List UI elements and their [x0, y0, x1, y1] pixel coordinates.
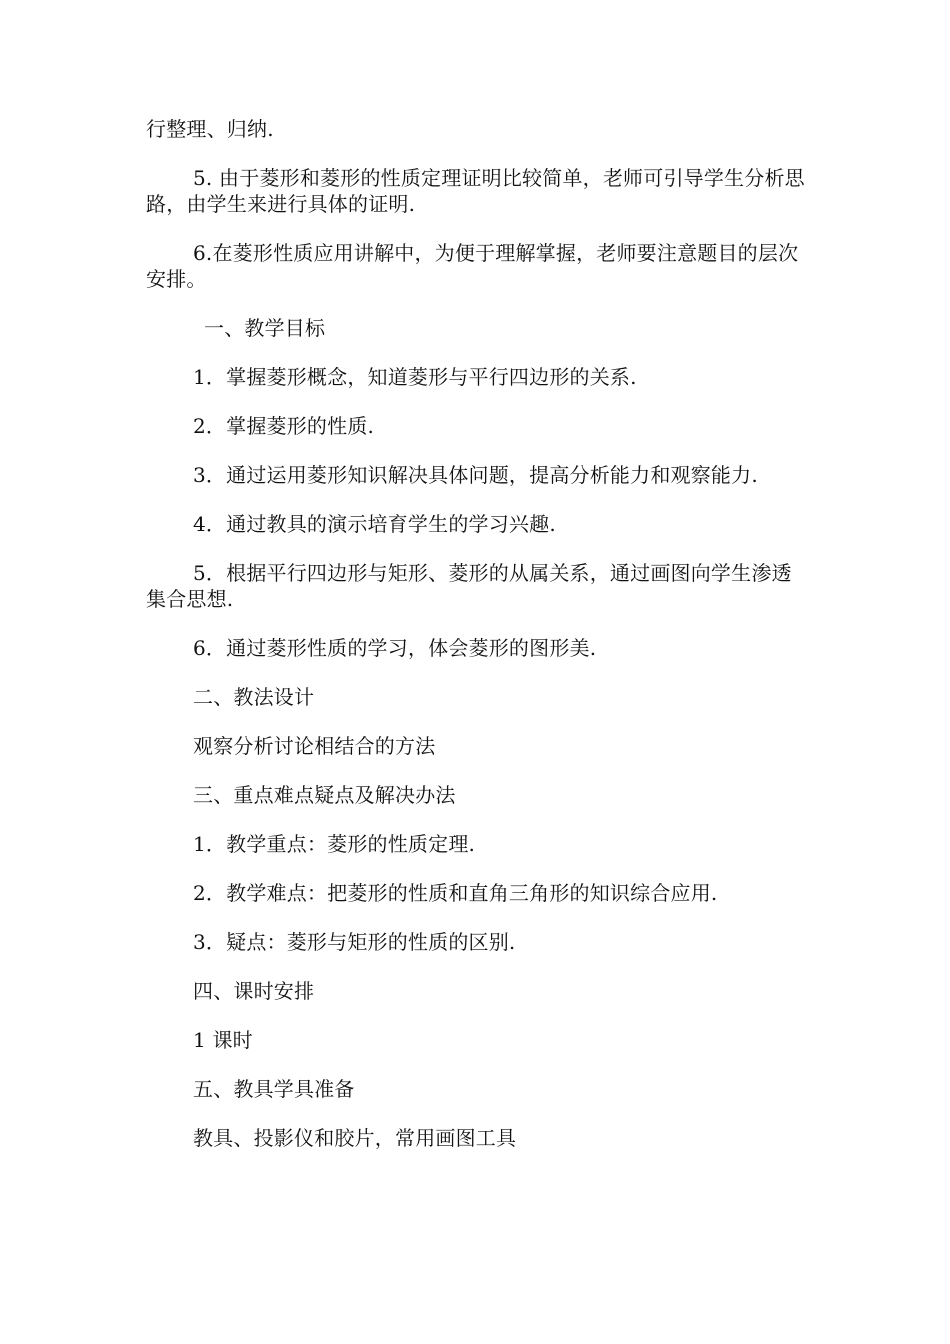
section-heading-key-points: 三、重点难点疑点及解决办法	[193, 783, 456, 807]
section-heading-teaching-method: 二、教法设计	[193, 685, 315, 709]
paragraph-continuation: 行整理、归纳.	[146, 117, 274, 141]
goal-item-5: 5．根据平行四边形与矩形、菱形的从属关系，通过画图向学生渗透集合思想.	[146, 561, 792, 611]
key-point-item-1: 1．教学重点：菱形的性质定理.	[193, 832, 476, 856]
goal-item-3: 3．通过运用菱形知识解决具体问题，提高分析能力和观察能力.	[193, 463, 758, 487]
key-point-item-3: 3．疑点：菱形与矩形的性质的区别.	[193, 930, 516, 954]
paragraph-point-6: 6.在菱形性质应用讲解中，为便于理解掌握，老师要注意题目的层次安排。	[146, 241, 799, 291]
teaching-method-text: 观察分析讨论相结合的方法	[193, 734, 436, 758]
schedule-text: 1 课时	[193, 1028, 253, 1052]
section-heading-schedule: 四、课时安排	[193, 979, 315, 1003]
goal-item-2: 2．掌握菱形的性质.	[193, 414, 375, 438]
section-heading-teaching-aids: 五、教具学具准备	[193, 1077, 355, 1101]
goal-item-1: 1．掌握菱形概念，知道菱形与平行四边形的关系.	[193, 365, 637, 389]
key-point-item-2: 2．教学难点：把菱形的性质和直角三角形的知识综合应用.	[193, 881, 718, 905]
document-body	[146, 116, 810, 1174]
section-heading-teaching-goals: 一、教学目标	[204, 316, 326, 340]
goal-item-4: 4．通过教具的演示培育学生的学习兴趣.	[193, 512, 556, 536]
paragraph-point-5: 5. 由于菱形和菱形的性质定理证明比较简单，老师可引导学生分析思路，由学生来进行具体的证明.	[146, 166, 805, 216]
goal-item-6: 6．通过菱形性质的学习，体会菱形的图形美.	[193, 636, 597, 660]
teaching-aids-text: 教具、投影仪和胶片，常用画图工具	[193, 1126, 517, 1150]
